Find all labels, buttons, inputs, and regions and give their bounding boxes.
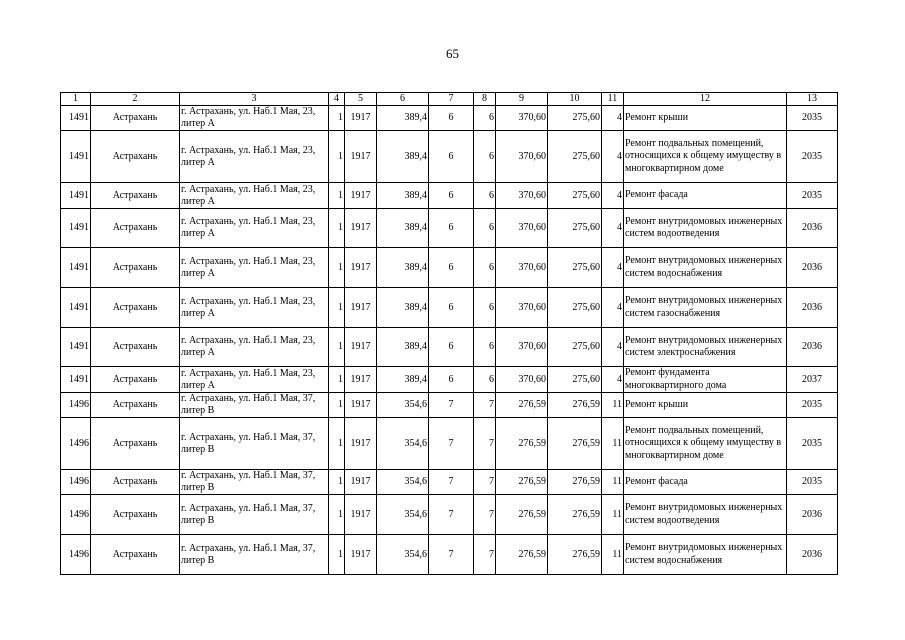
table-cell: 370,60 (496, 209, 548, 248)
column-header: 11 (602, 93, 624, 106)
table-cell: 354,6 (377, 495, 429, 535)
table-cell: 275,60 (548, 288, 602, 328)
table-body (61, 106, 838, 575)
table-cell: 4 (602, 367, 624, 393)
table-cell: 1 (329, 131, 345, 183)
table-cell (624, 131, 787, 183)
table-cell: Астрахань (91, 470, 180, 495)
table-cell: 1491 (61, 131, 91, 183)
table-cell: 7 (429, 470, 474, 495)
address-text: г. Астрахань, ул. Наб.1 Мая, 23, литер А (181, 183, 316, 207)
table-cell: 354,6 (377, 535, 429, 575)
table-cell: 1917 (345, 288, 377, 328)
table-row (61, 367, 838, 393)
table-cell: 2035 (787, 393, 838, 418)
table-cell: 11 (602, 535, 624, 575)
table-cell (180, 535, 329, 575)
table-cell: 389,4 (377, 248, 429, 288)
table-cell: Астрахань (91, 248, 180, 288)
table-cell: 6 (474, 183, 496, 209)
table-cell: Астрахань (91, 495, 180, 535)
table-cell: 1491 (61, 209, 91, 248)
table-row (61, 288, 838, 328)
work-type-text: Ремонт внутридомовых инженерных систем водоснабжения (625, 255, 783, 279)
work-type-text: Ремонт внутридомовых инженерных систем водоснабжения (625, 542, 783, 566)
column-header: 12 (624, 93, 787, 106)
table-cell (624, 209, 787, 248)
table-row (61, 209, 838, 248)
table-cell: 354,6 (377, 418, 429, 470)
column-header: 6 (377, 93, 429, 106)
table-cell: 1491 (61, 248, 91, 288)
table-cell: 370,60 (496, 183, 548, 209)
table-cell: 7 (474, 495, 496, 535)
table-cell: 389,4 (377, 106, 429, 131)
table-cell: 276,59 (496, 495, 548, 535)
table-cell: 4 (602, 183, 624, 209)
table-cell: 11 (602, 470, 624, 495)
table-cell: 275,60 (548, 183, 602, 209)
table-cell (624, 535, 787, 575)
table-cell: 370,60 (496, 328, 548, 367)
table-cell: 276,59 (548, 495, 602, 535)
table-cell: 1917 (345, 131, 377, 183)
table-cell: 1917 (345, 393, 377, 418)
table-cell: 275,60 (548, 248, 602, 288)
table-cell (624, 495, 787, 535)
table-cell (624, 106, 787, 131)
table-cell: 2035 (787, 183, 838, 209)
table-cell: 1491 (61, 328, 91, 367)
table-cell: 1917 (345, 367, 377, 393)
address-text: г. Астрахань, ул. Наб.1 Мая, 37, литер В (181, 502, 316, 526)
table-cell: 4 (602, 106, 624, 131)
table-cell: 370,60 (496, 367, 548, 393)
table-cell: 1917 (345, 328, 377, 367)
table-cell: 6 (429, 209, 474, 248)
address-text: г. Астрахань, ул. Наб.1 Мая, 23, литер А (181, 106, 316, 129)
column-header: 3 (180, 93, 329, 106)
table-cell: 7 (474, 418, 496, 470)
table-cell: 1496 (61, 470, 91, 495)
table-cell: 1 (329, 367, 345, 393)
column-header: 1 (61, 93, 91, 106)
address-text: г. Астрахань, ул. Наб.1 Мая, 23, литер А (181, 255, 316, 279)
address-text: г. Астрахань, ул. Наб.1 Мая, 23, литер А (181, 367, 316, 391)
table-cell: 370,60 (496, 248, 548, 288)
table-cell: 6 (429, 288, 474, 328)
address-text: г. Астрахань, ул. Наб.1 Мая, 23, литер А (181, 216, 316, 239)
table-cell: Астрахань (91, 367, 180, 393)
address-text: г. Астрахань, ул. Наб.1 Мая, 37, литер В (181, 470, 316, 493)
table-cell: 6 (429, 367, 474, 393)
table-cell: 1 (329, 106, 345, 131)
table-cell: 6 (474, 288, 496, 328)
table-cell: 6 (429, 131, 474, 183)
table-row (61, 131, 838, 183)
table-cell (180, 106, 329, 131)
table-row (61, 106, 838, 131)
table-cell: 7 (474, 393, 496, 418)
table-cell: 7 (429, 418, 474, 470)
table-cell: 275,60 (548, 328, 602, 367)
table-cell (180, 393, 329, 418)
column-header: 7 (429, 93, 474, 106)
table-cell: 1 (329, 328, 345, 367)
table-cell: 4 (602, 131, 624, 183)
table-cell: 1917 (345, 495, 377, 535)
table-cell: 1917 (345, 418, 377, 470)
table-cell: Астрахань (91, 328, 180, 367)
table-cell: 2036 (787, 248, 838, 288)
address-text: г. Астрахань, ул. Наб.1 Мая, 23, литер А (181, 144, 316, 168)
table-row (61, 470, 838, 495)
table-cell (624, 288, 787, 328)
table-cell: 275,60 (548, 106, 602, 131)
column-header: 10 (548, 93, 602, 106)
work-type-text: Ремонт внутридомовых инженерных систем электроснабжения (625, 334, 783, 358)
work-type-text: Ремонт крыши (625, 398, 689, 410)
table-cell (624, 470, 787, 495)
table-cell (180, 209, 329, 248)
table-cell: 6 (474, 106, 496, 131)
table-cell: 1496 (61, 393, 91, 418)
table-cell: 7 (429, 393, 474, 418)
table-cell: 2035 (787, 131, 838, 183)
table-cell: 389,4 (377, 131, 429, 183)
work-type-text: Ремонт фасада (625, 475, 688, 487)
table-cell: 370,60 (496, 106, 548, 131)
table-cell: 11 (602, 418, 624, 470)
column-header: 9 (496, 93, 548, 106)
column-header: 5 (345, 93, 377, 106)
table-cell: 1491 (61, 183, 91, 209)
address-text: г. Астрахань, ул. Наб.1 Мая, 37, литер В (181, 542, 316, 566)
table-cell: 1 (329, 248, 345, 288)
address-text: г. Астрахань, ул. Наб.1 Мая, 23, литер А (181, 295, 316, 319)
table-cell: 389,4 (377, 367, 429, 393)
table-cell: 1917 (345, 209, 377, 248)
table-cell: 276,59 (548, 393, 602, 418)
table-cell (180, 183, 329, 209)
table-cell: 2036 (787, 328, 838, 367)
work-type-text: Ремонт подвальных помещений, относящихся к общему имуществу в многоквартирном доме (625, 137, 782, 174)
table-cell (180, 470, 329, 495)
table-cell: 389,4 (377, 183, 429, 209)
table-cell: 1 (329, 418, 345, 470)
table-cell: 370,60 (496, 288, 548, 328)
table-cell: 6 (474, 248, 496, 288)
work-type-text: Ремонт крыши (625, 111, 689, 123)
table-cell: 2035 (787, 470, 838, 495)
table-cell (180, 418, 329, 470)
column-header: 4 (329, 93, 345, 106)
address-text: г. Астрахань, ул. Наб.1 Мая, 23, литер А (181, 335, 316, 358)
table-cell: 2036 (787, 535, 838, 575)
table-cell: Астрахань (91, 393, 180, 418)
table-row (61, 495, 838, 535)
table-cell (624, 418, 787, 470)
table-cell: 6 (429, 183, 474, 209)
table-cell: Астрахань (91, 535, 180, 575)
column-header: 2 (91, 93, 180, 106)
table-cell: 1 (329, 470, 345, 495)
table-cell: 275,60 (548, 209, 602, 248)
column-number-row (61, 93, 838, 106)
table-row (61, 248, 838, 288)
table-cell: 4 (602, 288, 624, 328)
work-type-text: Ремонт фасада (625, 189, 688, 201)
table-cell: 1491 (61, 106, 91, 131)
table-cell: 275,60 (548, 367, 602, 393)
repair-schedule-table (60, 92, 838, 575)
table-cell: 1 (329, 495, 345, 535)
table-cell: 1 (329, 393, 345, 418)
table-cell: 276,59 (548, 418, 602, 470)
table-row (61, 535, 838, 575)
table-cell: 4 (602, 248, 624, 288)
table-cell: 276,59 (496, 470, 548, 495)
table-cell: 1 (329, 535, 345, 575)
table-cell: 7 (474, 535, 496, 575)
table-cell: 6 (474, 209, 496, 248)
table-cell (180, 367, 329, 393)
table-cell: 389,4 (377, 288, 429, 328)
table-cell: 276,59 (496, 418, 548, 470)
table-cell (180, 131, 329, 183)
table-cell: 2035 (787, 418, 838, 470)
table-cell: 4 (602, 328, 624, 367)
table-cell: 6 (429, 248, 474, 288)
table-cell: 1 (329, 209, 345, 248)
page-number: 65 (446, 46, 459, 61)
table-cell: 1917 (345, 183, 377, 209)
table-cell: Астрахань (91, 209, 180, 248)
table-row (61, 183, 838, 209)
table-cell: 370,60 (496, 131, 548, 183)
table-cell: 276,59 (496, 393, 548, 418)
table-cell: 1496 (61, 535, 91, 575)
table-cell: Астрахань (91, 183, 180, 209)
table-cell: 354,6 (377, 393, 429, 418)
table-cell: 276,59 (548, 470, 602, 495)
table-cell: 6 (474, 328, 496, 367)
table-cell: 1 (329, 288, 345, 328)
table-cell: 2035 (787, 106, 838, 131)
table-cell: 389,4 (377, 209, 429, 248)
table-cell (180, 495, 329, 535)
table-cell: 6 (429, 328, 474, 367)
table-cell: 6 (429, 106, 474, 131)
table-cell: 1496 (61, 418, 91, 470)
table-cell: 2037 (787, 367, 838, 393)
table-row (61, 418, 838, 470)
work-type-text: Ремонт подвальных помещений, относящихся к общему имуществу в многоквартирном доме (625, 424, 782, 461)
table-cell: 4 (602, 209, 624, 248)
table-cell (180, 328, 329, 367)
table-cell: Астрахань (91, 288, 180, 328)
table-row (61, 328, 838, 367)
address-text: г. Астрахань, ул. Наб.1 Мая, 37, литер В (181, 393, 316, 416)
table-cell: Астрахань (91, 131, 180, 183)
table-cell (624, 393, 787, 418)
table-cell: 11 (602, 495, 624, 535)
table-cell: 1917 (345, 535, 377, 575)
table-cell: 1491 (61, 288, 91, 328)
table-cell: 276,59 (496, 535, 548, 575)
table-cell: 11 (602, 393, 624, 418)
table-cell: 7 (429, 495, 474, 535)
table-cell: 275,60 (548, 131, 602, 183)
table-cell: 1917 (345, 470, 377, 495)
work-type-text: Ремонт внутридомовых инженерных систем водоотведения (625, 215, 783, 239)
table-cell: 2036 (787, 209, 838, 248)
table-cell: 1491 (61, 367, 91, 393)
address-text: г. Астрахань, ул. Наб.1 Мая, 37, литер В (181, 431, 316, 455)
table-cell: 2036 (787, 495, 838, 535)
table-cell: 7 (474, 470, 496, 495)
column-header: 13 (787, 93, 838, 106)
table-cell: 6 (474, 131, 496, 183)
table-cell: 7 (429, 535, 474, 575)
work-type-text: Ремонт фундамента многоквартирного дома (625, 367, 727, 391)
table-cell: 1917 (345, 248, 377, 288)
table-cell (180, 288, 329, 328)
table-cell: 6 (474, 367, 496, 393)
table-cell: 389,4 (377, 328, 429, 367)
table-cell: 1 (329, 183, 345, 209)
table-cell: Астрахань (91, 418, 180, 470)
table-cell (624, 328, 787, 367)
table-cell: 2036 (787, 288, 838, 328)
column-header: 8 (474, 93, 496, 106)
table-cell (624, 248, 787, 288)
table-cell (624, 367, 787, 393)
table-row (61, 393, 838, 418)
table-cell: 276,59 (548, 535, 602, 575)
table-cell (180, 248, 329, 288)
work-type-text: Ремонт внутридомовых инженерных систем водоотведения (625, 502, 783, 526)
table-cell: 1917 (345, 106, 377, 131)
table-cell: Астрахань (91, 106, 180, 131)
work-type-text: Ремонт внутридомовых инженерных систем газоснабжения (625, 295, 783, 319)
table-cell: 354,6 (377, 470, 429, 495)
table-cell (624, 183, 787, 209)
table-cell: 1496 (61, 495, 91, 535)
